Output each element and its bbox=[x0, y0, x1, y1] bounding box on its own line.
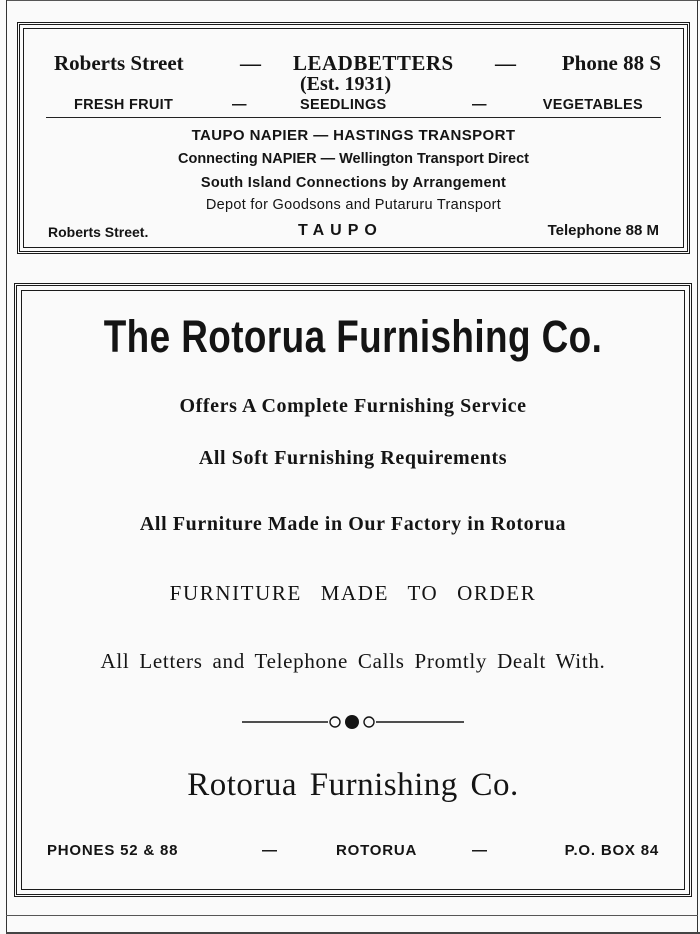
header-dash-2: — bbox=[495, 51, 516, 75]
bottom-town: TAUPO bbox=[298, 222, 383, 239]
rotorua-town: ROTORUA bbox=[336, 842, 418, 859]
transport-line-4: Depot for Goodsons and Putaruru Transport bbox=[205, 197, 502, 213]
transport-line-2: Connecting NAPIER — Wellington Transport Direct bbox=[178, 151, 529, 167]
rotorua-title: The Rotorua Furnishing Co. bbox=[103, 311, 603, 362]
page-top-edge bbox=[6, 0, 700, 1]
produce-fresh-fruit: FRESH FRUIT bbox=[74, 97, 174, 113]
rotorua-phones: PHONES 52 & 88 bbox=[47, 842, 179, 859]
rotorua-dash-2: — bbox=[472, 842, 488, 859]
produce-vegetables: VEGETABLES bbox=[542, 97, 643, 113]
leadbetters-name: LEADBETTERS bbox=[293, 51, 454, 75]
rotorua-furnishing-advertisement bbox=[14, 283, 692, 897]
rotorua-line-5: All Letters and Telephone Calls Promtly Dealt With. bbox=[100, 649, 606, 673]
rotorua-line-3: All Furniture Made in Our Factory in Rotorua bbox=[139, 513, 567, 535]
page-left-edge bbox=[6, 0, 7, 934]
leadbetters-advertisement bbox=[17, 22, 690, 254]
leadbetters-bottom-row bbox=[48, 222, 659, 242]
header-dash-1: — bbox=[240, 51, 261, 75]
rotorua-line-1: Offers A Complete Furnishing Service bbox=[179, 395, 527, 417]
rotorua-line-2: All Soft Furnishing Requirements bbox=[198, 447, 508, 469]
leadbetters-phone: Phone 88 S bbox=[561, 51, 661, 75]
rotorua-line-4: FURNITURE MADE TO ORDER bbox=[169, 581, 537, 605]
page-bottom-rule bbox=[6, 915, 698, 916]
ornament-divider-icon bbox=[242, 712, 467, 732]
page-right-edge bbox=[697, 0, 698, 934]
leadbetters-established: (Est. 1931) bbox=[300, 73, 392, 95]
leadbetters-street: Roberts Street bbox=[54, 51, 184, 75]
rotorua-dash-1: — bbox=[262, 842, 278, 859]
transport-line-3: South Island Connections by Arrangement bbox=[200, 175, 507, 191]
transport-line-1: TAUPO NAPIER — HASTINGS TRANSPORT bbox=[191, 127, 516, 144]
bottom-street: Roberts Street. bbox=[48, 224, 149, 240]
rotorua-bottom-row bbox=[47, 842, 659, 862]
produce-seedlings: SEEDLINGS bbox=[300, 97, 387, 113]
leadbetters-divider bbox=[46, 117, 661, 118]
produce-dash-2: — bbox=[472, 97, 487, 113]
produce-dash-1: — bbox=[232, 97, 247, 113]
rotorua-footer-name: Rotorua Furnishing Co. bbox=[187, 767, 519, 803]
bottom-telephone: Telephone 88 M bbox=[547, 222, 659, 239]
rotorua-inner-border bbox=[21, 290, 685, 890]
leadbetters-inner-border bbox=[23, 28, 684, 248]
produce-row bbox=[74, 97, 643, 115]
rotorua-po-box: P.O. BOX 84 bbox=[564, 842, 659, 859]
